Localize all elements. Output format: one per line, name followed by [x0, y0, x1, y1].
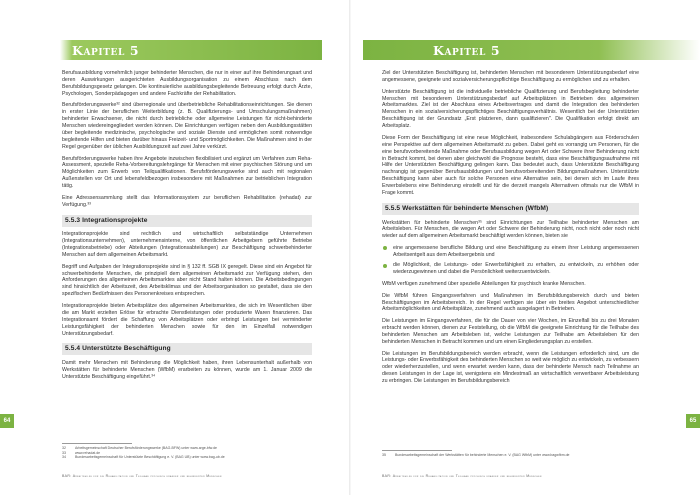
paragraph: WfbM verfügen zunehmend über spezielle Abteilungen für psychisch kranke Menschen.	[382, 280, 586, 287]
chapter-header-band	[0, 40, 322, 60]
bullet-dot-icon	[383, 246, 387, 250]
list-item: eine angemessene berufliche Bildung und eine Beschäftigung zu einem ihrer Leistung angemessenen Arbeitsentgelt aus dem Arbeitsergebnis und	[382, 245, 639, 259]
chapter-title: Kapitel 5	[433, 42, 501, 58]
paragraph: Eine Adressensammlung stellt das Informationssystem zur beruflichen Rehabilitation (rehadat) zur Verfügung.³³	[62, 194, 312, 208]
footnotes-left	[62, 446, 225, 460]
footnote-rule	[382, 450, 452, 451]
paragraph: Integrationsprojekte sind rechtlich und wirtschaftlich selbstständige Unternehmen (Integrationsunternehmen), unternehmensinterne, von öffentlichen Arbeitgebern geführte Betriebe (Integrationsbetriebe) oder Abteilungen (Integrationsabteilungen) zur Beschäftigung schwerbehinderter Menschen auf dem allgemeinen Arbeitsmarkt.	[62, 231, 312, 258]
bullet-dot-icon	[383, 264, 387, 268]
paragraph: Damit mehr Menschen mit Behinderung die Möglichkeit haben, ihren Lebensunterhalt außerhalb von Werkstätten für behinderte Menschen (WfbM) erarbeiten zu können, wurde am 1. Januar 2009 die Unterstützte Beschäftigung eingeführt.³⁴	[62, 359, 312, 380]
right-text-column	[382, 70, 639, 390]
paragraph: Ziel der Unterstützten Beschäftigung ist, behinderten Menschen mit besonderem Unterstützungsbedarf eine angemessene, geeignete und sozialversicherungspflichtige Beschäftigung zu ermöglichen und zu erhalten.	[382, 70, 639, 83]
bullet-list	[382, 245, 639, 276]
paragraph: Unterstützte Beschäftigung ist die individuelle betriebliche Qualifizierung und Berufsbegleitung behinderter Menschen mit besonderem Unterstützungsbedarf auf Arbeitsplätzen in Betrieben des allgemeinen Arbeitsmarktes. Ziel ist der Abschluss eines Arbeitsvertrages und damit die Integration des behinderten Menschen in ein sozialversicherungspflichtiges Beschäftigungsverhältnis. Wesentlich bei der Unterstützten Beschäftigung ist der Grundsatz „Erst platzieren, dann qualifizieren". Die Qualifikation erfolgt direkt am Arbeitsplatz.	[382, 88, 639, 130]
section-heading-integrationsprojekte: 5.5.3 Integrationsprojekte	[62, 215, 312, 227]
page-number: 64	[0, 414, 14, 428]
footnote: 35 Bundesarbeitsgemeinschaft der Werkstätten für behinderte Menschen e. V. (BAG WfbM) unter www.bagwfbm.de	[382, 453, 570, 457]
paragraph: Die Leistungen im Berufsbildungsbereich werden erbracht, wenn die Leistungen erforderlich sind, um die Leistungs- oder Erwerbsfähigkeit des behinderten Menschen so weit wie möglich zu entwickeln, zu verbessern oder wiederherzustellen, und wenn erwartet werden kann, dass der behinderte Mensch nach Teilnahme an diesen Leistungen in der Lage ist, wenigstens ein Mindestmaß an wirtschaftlich verwertbarer Arbeitsleistung zu erbringen. Die Leistungen im Berufsbildungsbereich	[382, 350, 639, 385]
running-footer: BAR: Arbeitshilfe für die Rehabilitation und Teilhabe psychisch kranker und behinderter Menschen	[382, 474, 542, 478]
running-footer: BAR: Arbeitshilfe für die Rehabilitation und Teilhabe psychisch kranker und behinderter Menschen	[62, 474, 222, 478]
paragraph: Die WfbM führen Eingangsverfahren und Maßnahmen im Berufsbildungsbereich durch und bieten Beschäftigungen im Arbeitsbereich. In der Regel verfügen sie über ein breites Angebot unterschiedlicher Arbeitsmöglichkeiten und Arbeitsplätze, zunehmend auch ausgelagert in Betrieben.	[382, 292, 639, 313]
section-heading-unterstuetzte-beschaeftigung: 5.5.4 Unterstützte Beschäftigung	[62, 343, 312, 355]
footnote: 33 www.rehadat.de	[62, 450, 101, 455]
paragraph: Die Leistungen im Eingangsverfahren, die für die Dauer von vier Wochen, im Einzelfall bis zu drei Monaten erbracht werden können, dienen zur Feststellung, ob die WfbM die geeignete Einrichtung für die Teilhabe des behinderten Menschen am Arbeitsleben ist, welche Leistungen zur Teilhabe am Arbeitsleben für den behinderten Menschen in Betracht kommen und um einen Eingliederungsplan zu erstellen.	[382, 318, 639, 345]
paragraph: Diese Form der Beschäftigung ist eine neue Möglichkeit, insbesondere Schulabgängern aus Förderschulen eine Perspektive auf dem allgemeinen Arbeitsmarkt zu geben. Dabei geht es vorrangig um Personen, für die eine berufsvorbereitende Maßnahme oder Berufsausbildung wegen Art oder Schwere ihrer Behinderung nicht in Betracht kommt, bei denen aber gleichwohl die Prognose besteht, dass eine Beschäftigungsaufnahme mit Hilfe der Unterstützten Beschäftigung gelingen kann. Das bedeutet auch, dass Unterstützte Beschäftigung nachrangig ist gegenüber Berufsausbildungen und berufsvorbereitenden Bildungsmaßnahmen. Unterstützte Beschäftigung kann aber auch für solche Personen eine Alternative sein, bei denen sich im Laufe ihres Erwerbslebens eine Behinderung einstellt und für die derzeit mangels Alternativen oftmals nur die WfbM in Frage kommt.	[382, 134, 639, 197]
paragraph: Berufsausbildung vornehmlich junger behinderter Menschen, die nur in einer auf ihre Behinderungsart und deren Auswirkungen ausgerichteten Ausbildungsorganisation zu einem Abschluss nach dem Berufsbildungsgesetz gelangen. Die kontinuierliche ausbildungsbegleitende Betreuung erfolgt durch Ärzte, Psychologen, Sonderpädagogen und andere Fachkräfte der Rehabilitation.	[62, 70, 312, 97]
page-number: 65	[686, 414, 700, 428]
chapter-header-band	[363, 40, 700, 60]
paragraph: Werkstätten für behinderte Menschen³⁵ sind Einrichtungen zur Teilhabe behinderter Menschen am Arbeitsleben. Für Menschen, die wegen Art oder Schwere der Behinderung nicht, noch nicht oder noch nicht wieder auf dem allgemeinen Arbeitsmarkt beschäftigt werden können, bieten sie	[382, 219, 639, 240]
right-page	[351, 0, 700, 495]
chapter-title: Kapitel 5	[72, 42, 140, 58]
paragraph: Integrationsprojekte bieten Arbeitsplätze des allgemeinen Arbeitsmarktes, die sich im Wesentlichen über die am Markt erzielten Erlöse für erbrachte Dienstleistungen oder produzierte Waren finanzieren. Das Integrationsamt fördert die Schaffung von Arbeitsplätzen oder erbringt Leistungen bei verminderter Leistungsfähigkeit der behinderten Menschen sowie für den im Einzelfall notwendigen Unterstützungsbedarf.	[62, 302, 312, 337]
footnote-rule	[62, 443, 132, 444]
footnote: 34 Bundesarbeitsgemeinschaft für Unterstützte Beschäftigung e. V. (BAG UB) unter www.bag-ub.de	[62, 455, 225, 460]
left-text-column	[62, 70, 312, 386]
paragraph: Berufsförderungswerke haben ihre Angebote inzwischen flexibilisiert und ergänzt um Verfahren zum Reha-Assessment, spezielle Reha-Vorbereitungslehrgänge für Menschen mit einer psychischen Störung und um Möglichkeiten zum Erwerb von Teilqualifikationen. Berufsförderungswerke sind auch mit regionalen Außenstellen vor Ort und lebensfeldbezogen insbesondere mit Maßnahmen zur betrieblichen Integration tätig.	[62, 155, 312, 190]
footnotes-right	[382, 453, 570, 458]
paragraph: Berufsförderungswerke³² sind überregionale und überbetriebliche Rehabilitationseinrichtungen. Sie dienen in erster Linie der beruflichen Weiterbildung (z. B. Qualifizierungs- und Umschulungsmaßnahmen) behinderter Erwachsener, die nicht durch betriebliche oder allgemeine Leistungen für nicht-behinderte Menschen wiedereingegliedert werden können. Die Einrichtungen verfügen neben den Ausbildungsstätten über begleitende medizinische, psychologische und soziale Dienste und ermöglichen somit notwendige begleitende Hilfen und bieten darüber hinaus Freizeit- und Sportmöglichkeiten. Die Maßnahmen sind in der Regel gegenüber der üblichen Ausbildungszeit auf zwei Jahre verkürzt.	[62, 102, 312, 150]
list-item: die Möglichkeit, die Leistungs- oder Erwerbsfähigkeit zu erhalten, zu entwickeln, zu erhöhen oder wiederzugewinnen und dabei die Persönlichkeit weiterzuentwickeln.	[382, 262, 639, 276]
section-heading-werkstaetten: 5.5.5 Werkstätten für behinderte Menschen (WfbM)	[382, 203, 639, 215]
paragraph: Begriff und Aufgaben der Integrationsprojekte sind in § 132 ff. SGB IX geregelt. Diese sind ein Angebot für schwerbehinderte Menschen, die prinzipiell dem allgemeinen Arbeitsmarkt zur Verfügung stehen, den Anforderungen des allgemeinen Arbeitsmarktes aber nicht Stand halten können. Die Arbeitsbedingungen sind hinsichtlich der Arbeitszeit, des Arbeitsklimas und der Arbeitsorganisation so gestaltet, dass sie den spezifischen Bedürfnissen des Personenkreises entsprechen.	[62, 263, 312, 298]
footnote: 32 Arbeitsgemeinschaft Deutscher Berufsförderungswerke (BAG-BFW) unter www.arge-bfw.de	[62, 446, 218, 450]
left-page	[0, 0, 349, 495]
